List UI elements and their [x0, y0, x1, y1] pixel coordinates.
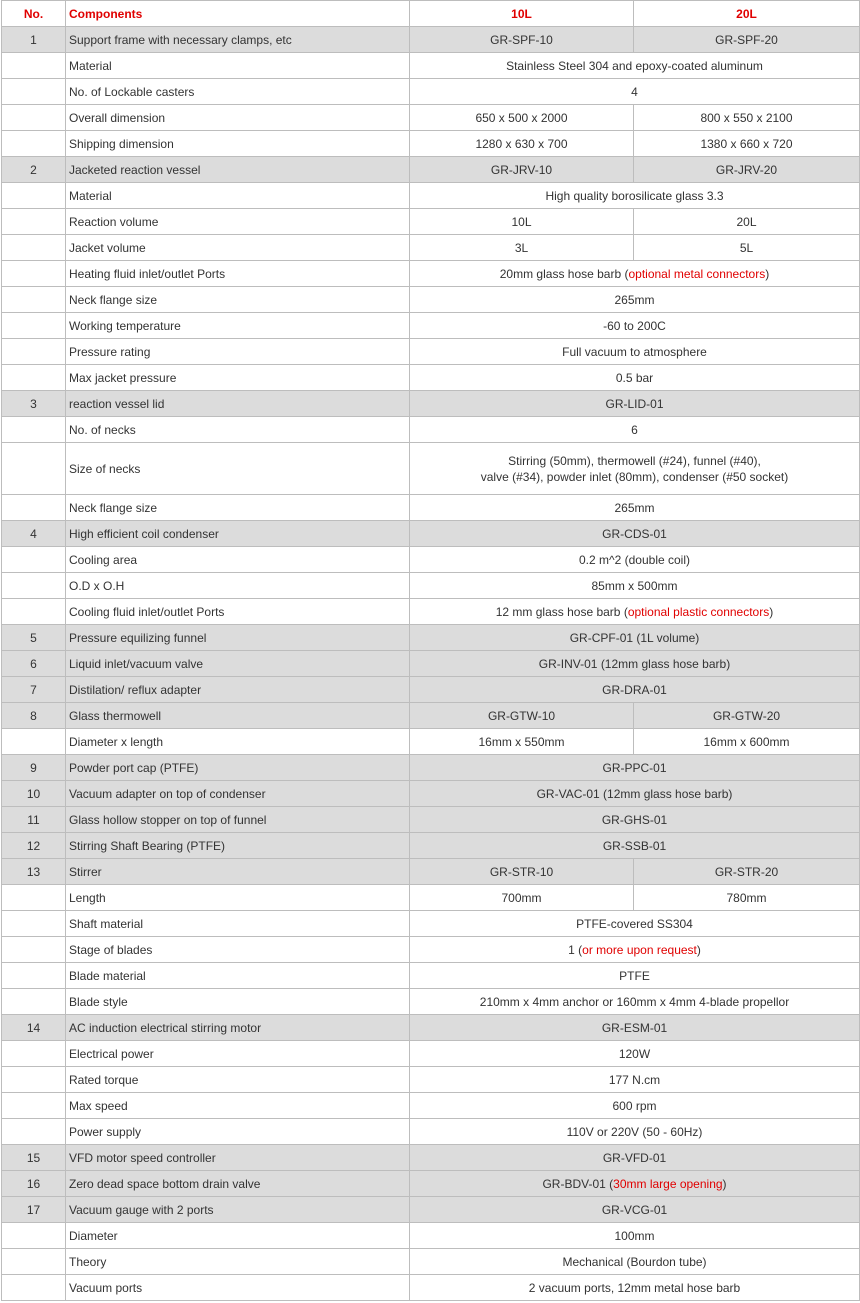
spec-value: [410, 547, 860, 573]
table-row: [2, 677, 860, 703]
table-row: [2, 1067, 860, 1093]
spec-value: [410, 79, 860, 105]
spec-value-close: ): [696, 942, 701, 957]
table-row: [2, 79, 860, 105]
spec-value: [410, 1249, 860, 1275]
spec-value: [410, 989, 860, 1015]
table-row: [2, 547, 860, 573]
table-row: [2, 1093, 860, 1119]
spec-value: [410, 677, 860, 703]
row-number: [2, 261, 66, 287]
row-number: 6: [2, 651, 66, 677]
spec-value-text: GR-ESM-01: [601, 1020, 668, 1035]
component-name: Max jacket pressure: [66, 365, 410, 391]
table-row: [2, 859, 860, 885]
spec-value-text: 20mm glass hose barb (: [499, 266, 629, 281]
component-name: High efficient coil condenser: [66, 521, 410, 547]
component-name: Power supply: [66, 1119, 410, 1145]
spec-value-text: 110V or 220V (50 - 60Hz): [566, 1124, 703, 1139]
spec-value-text: 85mm x 500mm: [591, 578, 678, 593]
spec-value-text: GR-INV-01 (12mm glass hose barb): [538, 656, 731, 671]
component-name: Vacuum ports: [66, 1275, 410, 1301]
spec-value-text: 12 mm glass hose barb (: [495, 604, 628, 619]
row-number: [2, 963, 66, 989]
spec-value: [410, 417, 860, 443]
spec-value: [410, 391, 860, 417]
component-name: Stage of blades: [66, 937, 410, 963]
spec-value-text: 600 rpm: [612, 1098, 657, 1113]
row-number: 7: [2, 677, 66, 703]
row-number: [2, 443, 66, 495]
component-name: VFD motor speed controller: [66, 1145, 410, 1171]
spec-value-text: Full vacuum to atmosphere: [562, 344, 707, 359]
table-row: [2, 911, 860, 937]
component-name: Blade style: [66, 989, 410, 1015]
spec-value-text: Mechanical (Bourdon tube): [562, 1254, 707, 1269]
spec-rows: [2, 27, 860, 1301]
spec-value-text: 1 (: [568, 942, 583, 957]
spec-value-text: 177 N.cm: [608, 1072, 661, 1087]
spec-value: [410, 781, 860, 807]
header-components: Components: [66, 1, 410, 27]
component-name: O.D x O.H: [66, 573, 410, 599]
table-row: [2, 989, 860, 1015]
table-row: [2, 521, 860, 547]
row-number: 3: [2, 391, 66, 417]
component-name: Neck flange size: [66, 495, 410, 521]
row-number: [2, 209, 66, 235]
row-number: [2, 287, 66, 313]
component-name: Vacuum adapter on top of condenser: [66, 781, 410, 807]
component-name: Heating fluid inlet/outlet Ports: [66, 261, 410, 287]
table-row: [2, 1145, 860, 1171]
table-row: [2, 417, 860, 443]
spec-value: [410, 1093, 860, 1119]
table-row: [2, 625, 860, 651]
spec-value: [410, 1119, 860, 1145]
spec-value-10l: 650 x 500 x 2000: [410, 105, 634, 131]
row-number: [2, 911, 66, 937]
component-name: Neck flange size: [66, 287, 410, 313]
row-number: [2, 53, 66, 79]
spec-value-10l: GR-GTW-10: [410, 703, 634, 729]
spec-value: [410, 807, 860, 833]
spec-value-close: ): [765, 266, 770, 281]
component-name: Theory: [66, 1249, 410, 1275]
component-name: Length: [66, 885, 410, 911]
row-number: 17: [2, 1197, 66, 1223]
row-number: [2, 729, 66, 755]
spec-value: [410, 573, 860, 599]
spec-value: [410, 365, 860, 391]
spec-value-20l: 1380 x 660 x 720: [634, 131, 860, 157]
table-row: [2, 443, 860, 495]
spec-value-text: 100mm: [614, 1228, 655, 1243]
row-number: 9: [2, 755, 66, 781]
component-name: Zero dead space bottom drain valve: [66, 1171, 410, 1197]
table-row: [2, 651, 860, 677]
table-row: [2, 183, 860, 209]
spec-value-close: ): [769, 604, 774, 619]
row-number: 11: [2, 807, 66, 833]
row-number: [2, 1067, 66, 1093]
table-row: [2, 339, 860, 365]
spec-value-20l: GR-JRV-20: [634, 157, 860, 183]
table-row: [2, 963, 860, 989]
component-name: Rated torque: [66, 1067, 410, 1093]
component-name: Stirring Shaft Bearing (PTFE): [66, 833, 410, 859]
component-name: Material: [66, 53, 410, 79]
component-name: No. of necks: [66, 417, 410, 443]
row-number: [2, 989, 66, 1015]
spec-value-text: High quality borosilicate glass 3.3: [545, 188, 724, 203]
spec-value: [410, 1197, 860, 1223]
table-row: [2, 1223, 860, 1249]
component-name: Max speed: [66, 1093, 410, 1119]
spec-value-text: 6: [631, 422, 638, 437]
spec-value-text: PTFE-covered SS304: [576, 916, 693, 931]
row-number: [2, 599, 66, 625]
row-number: [2, 1275, 66, 1301]
table-row: [2, 937, 860, 963]
table-row: [2, 391, 860, 417]
spec-value-text: 120W: [618, 1046, 651, 1061]
row-number: [2, 105, 66, 131]
spec-value-text: GR-VCG-01: [601, 1202, 668, 1217]
spec-value-close: ): [722, 1176, 727, 1191]
component-name: Liquid inlet/vacuum valve: [66, 651, 410, 677]
table-row: [2, 131, 860, 157]
spec-value: [410, 963, 860, 989]
table-row: [2, 157, 860, 183]
row-number: [2, 573, 66, 599]
spec-value: [410, 443, 860, 495]
table-row: [2, 885, 860, 911]
header-row: [2, 1, 860, 27]
spec-value-text: Stainless Steel 304 and epoxy-coated aluminum: [506, 58, 763, 73]
component-name: AC induction electrical stirring motor: [66, 1015, 410, 1041]
row-number: [2, 365, 66, 391]
row-number: [2, 183, 66, 209]
spec-value: [410, 911, 860, 937]
spec-value: [410, 1041, 860, 1067]
spec-value-text: 2 vacuum ports, 12mm metal hose barb: [528, 1280, 741, 1295]
spec-value-20l: 5L: [634, 235, 860, 261]
spec-value-20l: GR-STR-20: [634, 859, 860, 885]
row-number: [2, 235, 66, 261]
spec-value: [410, 1223, 860, 1249]
spec-value: [410, 625, 860, 651]
row-number: [2, 79, 66, 105]
table-row: [2, 1197, 860, 1223]
spec-value-text: PTFE: [619, 968, 650, 983]
row-number: [2, 495, 66, 521]
spec-value-10l: 700mm: [410, 885, 634, 911]
row-number: 5: [2, 625, 66, 651]
spec-value: [410, 313, 860, 339]
row-number: [2, 1041, 66, 1067]
spec-value-text-line2: valve (#34), powder inlet (80mm), condenser (#50 socket): [480, 469, 789, 484]
spec-value: [410, 53, 860, 79]
table-row: [2, 599, 860, 625]
table-row: [2, 573, 860, 599]
row-number: [2, 1093, 66, 1119]
spec-value-text: GR-VAC-01 (12mm glass hose barb): [536, 786, 733, 801]
table-row: [2, 27, 860, 53]
component-name: Diameter x length: [66, 729, 410, 755]
row-number: [2, 1119, 66, 1145]
spec-value-20l: GR-GTW-20: [634, 703, 860, 729]
row-number: 12: [2, 833, 66, 859]
component-name: Size of necks: [66, 443, 410, 495]
spec-value-text: 265mm: [614, 500, 655, 515]
spec-value: [410, 1275, 860, 1301]
table-row: [2, 1249, 860, 1275]
header-20l: 20L: [634, 1, 860, 27]
component-name: Electrical power: [66, 1041, 410, 1067]
table-row: [2, 833, 860, 859]
spec-value-text: 4: [631, 84, 638, 99]
spec-value-20l: GR-SPF-20: [634, 27, 860, 53]
row-number: 8: [2, 703, 66, 729]
spec-value-20l: 16mm x 600mm: [634, 729, 860, 755]
table-row: [2, 1015, 860, 1041]
table-row: [2, 261, 860, 287]
spec-value-note: or more upon request: [582, 942, 697, 957]
spec-value: [410, 1171, 860, 1197]
spec-value: [410, 1067, 860, 1093]
spec-value-10l: 10L: [410, 209, 634, 235]
table-row: [2, 313, 860, 339]
component-name: Cooling area: [66, 547, 410, 573]
table-row: [2, 365, 860, 391]
spec-value-10l: 16mm x 550mm: [410, 729, 634, 755]
spec-value-20l: 800 x 550 x 2100: [634, 105, 860, 131]
spec-value: [410, 521, 860, 547]
row-number: [2, 1249, 66, 1275]
row-number: [2, 131, 66, 157]
spec-value-text: GR-DRA-01: [602, 682, 667, 697]
table-row: [2, 807, 860, 833]
component-name: Diameter: [66, 1223, 410, 1249]
table-row: [2, 209, 860, 235]
row-number: [2, 313, 66, 339]
row-number: [2, 885, 66, 911]
row-number: 1: [2, 27, 66, 53]
spec-value: [410, 833, 860, 859]
spec-value: [410, 599, 860, 625]
component-name: Working temperature: [66, 313, 410, 339]
component-name: Glass hollow stopper on top of funnel: [66, 807, 410, 833]
component-name: Pressure rating: [66, 339, 410, 365]
row-number: 16: [2, 1171, 66, 1197]
spec-value: [410, 937, 860, 963]
component-name: Distilation/ reflux adapter: [66, 677, 410, 703]
component-name: Powder port cap (PTFE): [66, 755, 410, 781]
component-name: Support frame with necessary clamps, etc: [66, 27, 410, 53]
spec-value-text: GR-BDV-01 (: [542, 1176, 614, 1191]
component-name: Blade material: [66, 963, 410, 989]
spec-value-20l: 780mm: [634, 885, 860, 911]
component-name: Jacketed reaction vessel: [66, 157, 410, 183]
spec-value: [410, 287, 860, 313]
spec-value: [410, 1015, 860, 1041]
component-name: Glass thermowell: [66, 703, 410, 729]
spec-value-10l: 1280 x 630 x 700: [410, 131, 634, 157]
component-name: Overall dimension: [66, 105, 410, 131]
table-row: [2, 495, 860, 521]
row-number: 2: [2, 157, 66, 183]
spec-value-10l: 3L: [410, 235, 634, 261]
spec-value-text: GR-LID-01: [605, 396, 664, 411]
table-row: [2, 287, 860, 313]
spec-value-10l: GR-STR-10: [410, 859, 634, 885]
component-name: Shaft material: [66, 911, 410, 937]
spec-value-20l: 20L: [634, 209, 860, 235]
table-row: [2, 729, 860, 755]
spec-value: [410, 339, 860, 365]
row-number: [2, 547, 66, 573]
spec-value-text: Stirring (50mm), thermowell (#24), funnel (#40),: [508, 453, 761, 468]
table-row: [2, 1041, 860, 1067]
spec-value-text: GR-CPF-01 (1L volume): [569, 630, 700, 645]
component-name: Stirrer: [66, 859, 410, 885]
spec-value: [410, 651, 860, 677]
component-name: reaction vessel lid: [66, 391, 410, 417]
component-name: Shipping dimension: [66, 131, 410, 157]
spec-value: [410, 183, 860, 209]
component-name: Pressure equilizing funnel: [66, 625, 410, 651]
component-name: Cooling fluid inlet/outlet Ports: [66, 599, 410, 625]
spec-value: [410, 261, 860, 287]
table-row: [2, 53, 860, 79]
spec-value-note: optional plastic connectors: [627, 604, 770, 619]
spec-value-10l: GR-SPF-10: [410, 27, 634, 53]
spec-value-text: GR-SSB-01: [602, 838, 667, 853]
table-row: [2, 235, 860, 261]
row-number: [2, 937, 66, 963]
component-name: No. of Lockable casters: [66, 79, 410, 105]
spec-value: [410, 755, 860, 781]
spec-value: [410, 1145, 860, 1171]
header-10l: 10L: [410, 1, 634, 27]
table-row: [2, 105, 860, 131]
component-name: Jacket volume: [66, 235, 410, 261]
spec-value-note: 30mm large opening: [613, 1176, 723, 1191]
table-row: [2, 1171, 860, 1197]
row-number: 15: [2, 1145, 66, 1171]
row-number: [2, 1223, 66, 1249]
row-number: 14: [2, 1015, 66, 1041]
table-row: [2, 1275, 860, 1301]
spec-table: [1, 0, 860, 1301]
component-name: Vacuum gauge with 2 ports: [66, 1197, 410, 1223]
spec-value-text: GR-GHS-01: [601, 812, 668, 827]
spec-value-text: 0.2 m^2 (double coil): [578, 552, 691, 567]
component-name: Reaction volume: [66, 209, 410, 235]
header-no: No.: [2, 1, 66, 27]
row-number: [2, 339, 66, 365]
spec-value-text: GR-VFD-01: [602, 1150, 667, 1165]
spec-value-note: optional metal connectors: [628, 266, 766, 281]
spec-value-10l: GR-JRV-10: [410, 157, 634, 183]
spec-value-text: GR-PPC-01: [602, 760, 667, 775]
row-number: 4: [2, 521, 66, 547]
spec-value-text: -60 to 200C: [603, 318, 666, 333]
spec-value-text: GR-CDS-01: [602, 526, 667, 541]
row-number: [2, 417, 66, 443]
table-row: [2, 1119, 860, 1145]
row-number: 10: [2, 781, 66, 807]
table-row: [2, 703, 860, 729]
spec-value: [410, 495, 860, 521]
component-name: Material: [66, 183, 410, 209]
table-row: [2, 755, 860, 781]
spec-value-text: 210mm x 4mm anchor or 160mm x 4mm 4-blade propellor: [479, 994, 790, 1009]
table-row: [2, 781, 860, 807]
row-number: 13: [2, 859, 66, 885]
spec-value-text: 265mm: [614, 292, 655, 307]
spec-value-text: 0.5 bar: [615, 370, 654, 385]
